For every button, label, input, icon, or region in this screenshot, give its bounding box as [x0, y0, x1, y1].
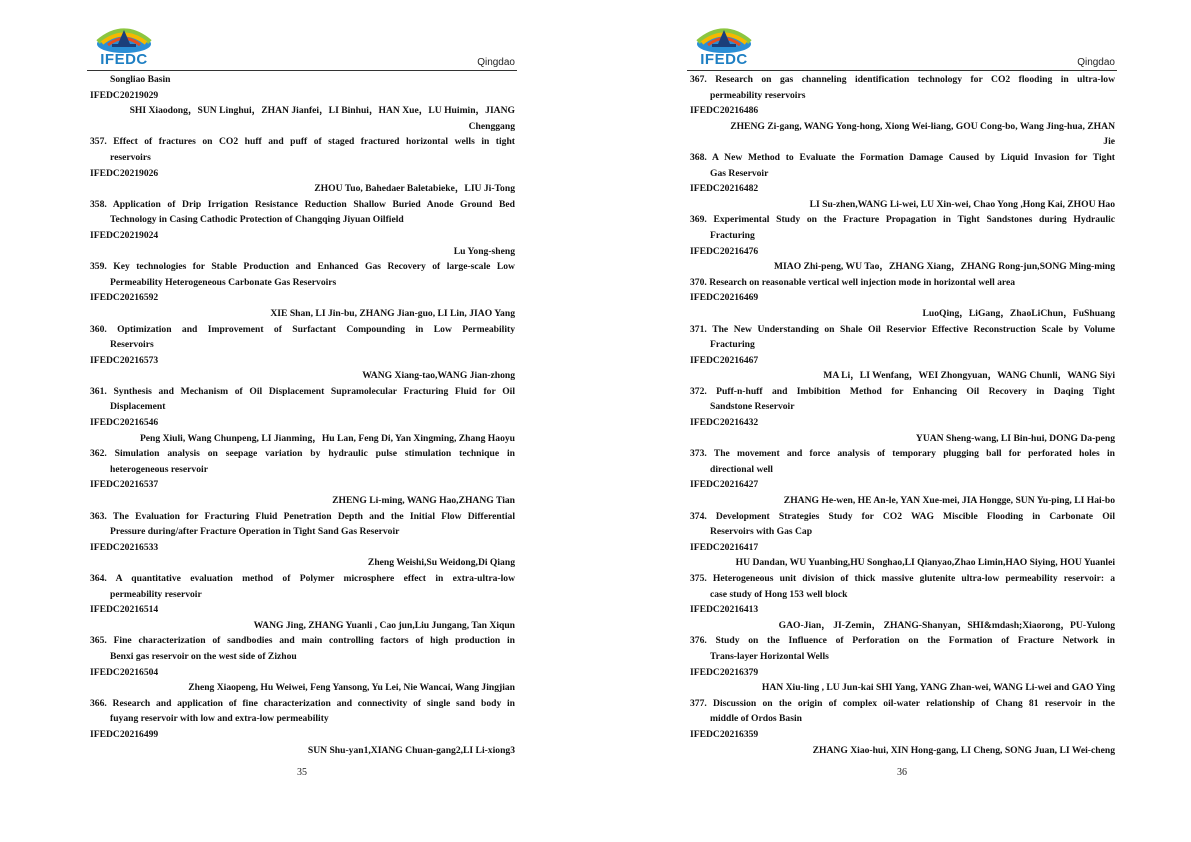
- paper-code: IFEDC20216432: [690, 417, 759, 429]
- entry-title: 358. Application of Drip Irrigation Resistance Reduction Shallow Buried Anode Ground Bed: [90, 198, 515, 210]
- entry-title: 377. Discussion on the origin of complex oil-water relationship of Chang 81 reservoir in the: [690, 697, 1115, 709]
- paper-code: IFEDC20216379: [690, 666, 759, 678]
- entry-title-continuation: directional well: [710, 463, 773, 475]
- paper-code: IFEDC20216499: [90, 728, 159, 740]
- paper-code: IFEDC20216417: [690, 541, 759, 553]
- entry-authors: YUAN Sheng-wang, LI Bin-hui, DONG Da-peng: [915, 432, 1115, 444]
- paper-code: IFEDC20216469: [690, 292, 759, 304]
- entry-title-continuation: Sandstone Reservoir: [710, 401, 795, 413]
- entry-title-continuation: Pressure during/after Fracture Operation in Tight Sand Gas Reservoir: [110, 526, 400, 538]
- entries-list: [690, 72, 1115, 758]
- page-number: 35: [297, 767, 307, 778]
- entry-title: 366. Research and application of fine characterization and connectivity of single sand body in: [90, 697, 515, 709]
- entry-title: 373. The movement and force analysis of temporary plugging ball for perforated holes in: [690, 448, 1115, 460]
- page-header: [687, 14, 1117, 72]
- entry-authors: WANG Xiang-tao,WANG Jian-zhong: [362, 370, 515, 382]
- paper-code: IFEDC20216533: [90, 541, 159, 553]
- logo-text: IFEDC: [700, 51, 748, 68]
- paper-code: IFEDC20216427: [690, 479, 759, 491]
- ifedc-logo: [694, 18, 754, 70]
- entry-title: 368. A New Method to Evaluate the Formation Damage Caused by Liquid Invasion for Tight: [690, 151, 1115, 163]
- header-city: Qingdao: [477, 57, 515, 68]
- paper-code: IFEDC20216476: [690, 245, 759, 257]
- entry-title: 375. Heterogeneous unit division of thick massive glutenite ultra-low permeability reservoir: a: [690, 573, 1115, 584]
- entry-title: 357. Effect of fractures on CO2 huff and puff of staged fractured horizontal wells in tight: [90, 136, 515, 148]
- header-rule: [87, 70, 517, 71]
- entry-authors: ZHENG Li-ming, WANG Hao,ZHANG Tian: [332, 495, 515, 507]
- header-rule: [687, 70, 1117, 71]
- paper-code: IFEDC20219026: [90, 167, 159, 179]
- entry-title: 374. Development Strategies Study for CO2 WAG Miscible Flooding in Carbonate Oil: [690, 510, 1115, 522]
- entry-authors: SUN Shu-yan1,XIANG Chuan-gang2,LI Li-xiong3: [307, 744, 515, 756]
- paper-code: IFEDC20216592: [90, 292, 159, 304]
- entry-title: 360. Optimization and Improvement of Surfactant Compounding in Low Permeability: [90, 323, 515, 335]
- logo-emblem-icon: [94, 18, 154, 54]
- entry-title: 372. Puff-n-huff and Imbibition Method for Enhancing Oil Recovery in Daqing Tight: [690, 385, 1115, 397]
- page-header: [87, 14, 517, 72]
- entry-authors: WANG Jing, ZHANG Yuanli , Cao jun,Liu Jungang, Tan Xiqun: [253, 619, 515, 631]
- entry-title: 362. Simulation analysis on seepage variation by hydraulic pulse stimulation technique in: [90, 448, 515, 460]
- entry-title: 364. A quantitative evaluation method of Polymer microsphere effect in extra-ultra-low: [90, 573, 515, 584]
- ifedc-logo: [94, 18, 154, 70]
- entry-authors: ZHANG Xiao-hui, XIN Hong-gang, LI Cheng, SONG Juan, LI Wei-cheng: [812, 744, 1115, 756]
- entry-title-continuation: Fracturing: [710, 339, 755, 351]
- paper-code: IFEDC20216486: [690, 105, 759, 117]
- entry-title-continuation: Gas Reservoir: [710, 167, 769, 179]
- entry-title-continuation: permeability reservoir: [110, 588, 202, 600]
- paper-code: IFEDC20216413: [690, 604, 759, 616]
- entry-authors: HAN Xiu-ling , LU Jun-kai SHI Yang, YANG Zhan-wei, WANG Li-wei and GAO Ying: [761, 682, 1115, 694]
- entry-authors: LuoQing，LiGang，ZhaoLiChun，FuShuang: [922, 307, 1115, 319]
- entry-title: 376. Study on the Influence of Perforation on the Formation of Fracture Network in: [690, 635, 1115, 647]
- header-city: Qingdao: [1077, 57, 1115, 68]
- entry-authors: Zheng Xiaopeng, Hu Weiwei, Feng Yansong, Yu Lei, Nie Wancai, Wang Jingjian: [188, 682, 515, 694]
- page-number: 36: [897, 767, 907, 778]
- entry-authors: Peng Xiuli, Wang Chunpeng, LI Jianming，Hu Lan, Feng Di, Yan Xingming, Zhang Haoyu: [139, 432, 515, 444]
- paper-code: IFEDC20216467: [690, 354, 759, 366]
- entry-title-continuation: Technology in Casing Cathodic Protection of Changqing Jiyuan Oilfield: [110, 214, 404, 226]
- entry-title-continuation: permeability reservoirs: [710, 89, 806, 101]
- entry-title-continuation: Benxi gas reservoir on the west side of Zizhou: [110, 650, 297, 662]
- left-page: [87, 0, 517, 842]
- entry-title-continuation: Permeability Heterogeneous Carbonate Gas Reservoirs: [110, 276, 337, 288]
- entry-authors: Zheng Weishi,Su Weidong,Di Qiang: [367, 557, 515, 569]
- entry-title-continuation: reservoirs: [110, 151, 151, 163]
- paper-code: IFEDC20216573: [90, 354, 159, 366]
- paper-code: IFEDC20216546: [90, 417, 159, 429]
- paper-code: IFEDC20216504: [90, 666, 159, 678]
- entry-title: 359. Key technologies for Stable Production and Enhanced Gas Recovery of large-scale Low: [90, 261, 515, 273]
- logo-emblem-icon: [694, 18, 754, 54]
- entries-list: [90, 72, 515, 758]
- paper-code: IFEDC20219029: [90, 89, 159, 101]
- logo-text: IFEDC: [100, 51, 148, 68]
- entry-authors: ZHENG Zi-gang, WANG Yong-hong, Xiong Wei-liang, GOU Cong-bo, Wang Jing-hua, ZHAN: [730, 120, 1115, 132]
- entry-authors: LI Su-zhen,WANG Li-wei, LU Xin-wei, Chao Yong ,Hong Kai, ZHOU Hao: [809, 198, 1115, 210]
- entry-title-continuation: Trans-layer Horizontal Wells: [710, 650, 829, 662]
- entry-authors: Jie: [1103, 136, 1115, 148]
- entry-title-continuation: case study of Hong 153 well block: [710, 588, 848, 600]
- entry-authors: MIAO Zhi-peng, WU Tao，ZHANG Xiang，ZHANG Rong-jun,SONG Ming-ming: [774, 261, 1115, 273]
- entry-title-continuation: Reservoirs with Gas Cap: [710, 526, 813, 538]
- paper-code: IFEDC20216537: [90, 479, 159, 491]
- entry-title-continuation: Songliao Basin: [110, 74, 171, 85]
- entry-title-continuation: Reservoirs: [110, 339, 154, 351]
- entry-title: 361. Synthesis and Mechanism of Oil Displacement Supramolecular Fracturing Fluid for Oil: [90, 385, 515, 397]
- entry-authors: ZHANG He-wen, HE An-le, YAN Xue-mei, JIA Hongge, SUN Yu-ping, LI Hai-bo: [783, 495, 1115, 507]
- entry-authors: ZHOU Tuo, Bahedaer Baletabieke，LIU Ji-Tong: [314, 183, 515, 195]
- entry-title-continuation: middle of Ordos Basin: [710, 713, 802, 725]
- paper-code: IFEDC20216482: [690, 183, 759, 195]
- paper-code: IFEDC20216359: [690, 728, 759, 740]
- entry-title: 367. Research on gas channeling identification technology for CO2 flooding in ultra-low: [690, 74, 1115, 85]
- entry-authors: Lu Yong-sheng: [453, 245, 515, 257]
- entry-authors: XIE Shan, LI Jin-bu, ZHANG Jian-guo, LI Lin, JIAO Yang: [270, 307, 515, 319]
- entry-authors: SHI Xiaodong，SUN Linghui，ZHAN Jianfei，LI Binhui，HAN Xue，LU Huimin，JIANG: [129, 105, 515, 117]
- paper-code: IFEDC20219024: [90, 229, 159, 241]
- entry-authors: HU Dandan, WU Yuanbing,HU Songhao,LI Qianyao,Zhao Limin,HAO Siying, HOU Yuanlei: [735, 557, 1115, 569]
- entry-authors: Chenggang: [468, 120, 515, 132]
- entry-title: 371. The New Understanding on Shale Oil Reservior Effective Reconstruction Scale by Volume: [690, 323, 1115, 335]
- right-page: [687, 0, 1117, 842]
- entry-title: 369. Experimental Study on the Fracture Propagation in Tight Sandstones during Hydraulic: [690, 214, 1115, 226]
- entry-authors: MA Li，LI Wenfang，WEI Zhongyuan，WANG Chunli，WANG Siyi: [823, 370, 1115, 382]
- entry-title: 370. Research on reasonable vertical well injection mode in horizontal well area: [690, 276, 1016, 288]
- entry-title-continuation: fuyang reservoir with low and extra-low permeability: [110, 713, 329, 725]
- entry-title-continuation: heterogeneous reservoir: [110, 463, 208, 475]
- entry-title-continuation: Displacement: [110, 401, 166, 413]
- entry-title: 363. The Evaluation for Fracturing Fluid Penetration Depth and the Initial Flow Differential: [90, 510, 515, 522]
- entry-title-continuation: Fracturing: [710, 229, 755, 241]
- entry-authors: GAO-Jian， JI-Zemin， ZHANG-Shanyan，SHI&mdash;Xiaorong，PU-Yulong: [778, 619, 1115, 631]
- paper-code: IFEDC20216514: [90, 604, 159, 616]
- entry-title: 365. Fine characterization of sandbodies and main controlling factors of high production in: [90, 635, 515, 647]
